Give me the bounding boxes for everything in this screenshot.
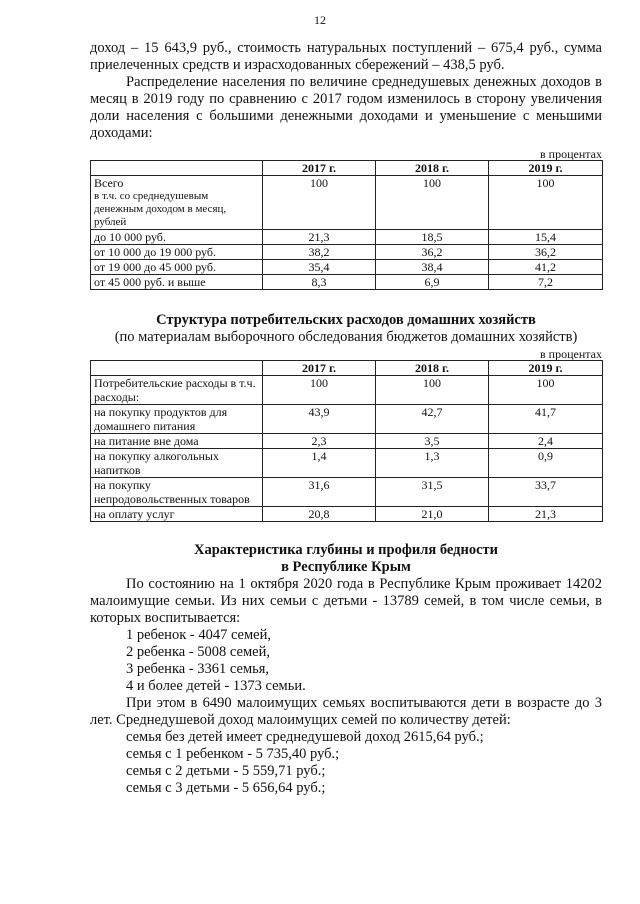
table-header-cell: 2017 г. [263,161,376,176]
table-row [91,245,603,260]
table-cell: 100 [489,376,603,405]
row-label [91,176,263,230]
table-cell: 100 [263,376,376,405]
table-cell: 0,9 [489,449,603,478]
row-label: на покупку непродовольственных товаров [91,478,263,507]
table-cell: 1,3 [376,449,489,478]
intro-text: доход – 15 643,9 руб., стоимость натуральных поступлений – 675,4 руб., сумма приелеченных средств и израсходованных сбережений – 438,5 руб. [90,40,602,73]
row-label-sub: в т.ч. со среднедушевым денежным доходом в месяц, рублей [94,190,227,228]
table-header-cell: 2018 г. [376,161,489,176]
document-body [90,40,602,797]
row-label: на оплату услуг [91,507,263,522]
list-item: семья с 2 детьми - 5 559,71 руб.; [126,763,326,779]
table-cell: 36,2 [489,245,603,260]
list-item: 3 ребенка - 3361 семья, [126,661,270,677]
table-cell: 21,3 [263,230,376,245]
list-item: семья без детей имеет среднедушевой доход 2615,64 руб.; [126,729,484,745]
table-cell: 43,9 [263,405,376,434]
table-row [91,176,603,230]
table-row [91,275,603,290]
table-cell: 6,9 [376,275,489,290]
table-cell: 31,5 [376,478,489,507]
table-cell: 21,0 [376,507,489,522]
row-label: от 10 000 до 19 000 руб. [91,245,263,260]
table-cell: 1,4 [263,449,376,478]
table-row [91,449,603,478]
table1-unit: в процентах [540,147,602,161]
table-row [91,434,603,449]
table-header-row [91,161,603,176]
consumer-spending-table [90,360,603,522]
table-header-cell: 2017 г. [263,361,376,376]
table-cell: 100 [376,176,489,230]
table-cell: 3,5 [376,434,489,449]
row-label: Потребительские расходы в т.ч. расходы: [91,376,263,405]
distribution-paragraph: Распределение населения по величине среднедушевых денежных доходов в месяц в 2019 году по сравнению с 2017 годом изменилось в сторону увеличения доли населения с большими денежными доходами и уменьшение с меньшими доходами: [90,74,602,141]
table-cell: 2,4 [489,434,603,449]
table-row [91,478,603,507]
table-header-cell [91,361,263,376]
list-item: семья с 1 ребенком - 5 735,40 руб.; [126,746,340,762]
table-cell: 38,2 [263,245,376,260]
table-header-row [91,361,603,376]
section-subtitle: (по материалам выборочного обследования бюджетов домашних хозяйств) [114,329,578,345]
table-header-cell: 2019 г. [489,361,603,376]
table-row [91,405,603,434]
table-cell: 41,7 [489,405,603,434]
list-item: 2 ребенка - 5008 семей, [126,644,270,660]
income-paragraph: При этом в 6490 малоимущих семьях воспитываются дети в возрасте до 3 лет. Среднедушевой доход малоимущих семей по количеству детей: [90,695,602,728]
row-label: от 19 000 до 45 000 руб. [91,260,263,275]
table-cell: 100 [376,376,489,405]
section-title: Характеристика глубины и профиля бедности [193,542,499,558]
table-cell: 31,6 [263,478,376,507]
table-cell: 33,7 [489,478,603,507]
table-cell: 42,7 [376,405,489,434]
table-cell: 100 [489,176,603,230]
table2-unit: в процентах [540,347,602,361]
row-label: на питание вне дома [91,434,263,449]
table-header-cell: 2018 г. [376,361,489,376]
table-cell: 41,2 [489,260,603,275]
list-item: 4 и более детей - 1373 семьи. [126,678,306,694]
list-item: 1 ребенок - 4047 семей, [126,627,271,643]
table-row [91,230,603,245]
row-label: на покупку алкогольных напитков [91,449,263,478]
poverty-paragraph: По состоянию на 1 октября 2020 года в Республике Крым проживает 14202 малоимущие семьи. Из них семьи с детьми - 13789 семей, в том числе семьи, в которых воспитывается: [90,576,602,626]
row-label: на покупку продуктов для домашнего питания [91,405,263,434]
table-row [91,507,603,522]
table-cell: 2,3 [263,434,376,449]
row-label: до 10 000 руб. [91,230,263,245]
section-title-line2: в Республике Крым [281,559,411,575]
section-title: Структура потребительских расходов домашних хозяйств [156,312,536,328]
table-row [91,260,603,275]
table-cell: 18,5 [376,230,489,245]
table-cell: 15,4 [489,230,603,245]
table-cell: 36,2 [376,245,489,260]
page-number: 12 [314,13,326,27]
list-item: семья с 3 детьми - 5 656,64 руб.; [126,780,326,796]
table-cell: 20,8 [263,507,376,522]
row-label-main: Всего [94,176,124,190]
row-label: от 45 000 руб. и выше [91,275,263,290]
table-header-cell: 2019 г. [489,161,603,176]
table-row [91,376,603,405]
table-cell: 21,3 [489,507,603,522]
table-cell: 35,4 [263,260,376,275]
table-cell: 8,3 [263,275,376,290]
table-cell: 100 [263,176,376,230]
table-cell: 38,4 [376,260,489,275]
income-distribution-table [90,160,603,290]
table-header-cell [91,161,263,176]
table-cell: 7,2 [489,275,603,290]
